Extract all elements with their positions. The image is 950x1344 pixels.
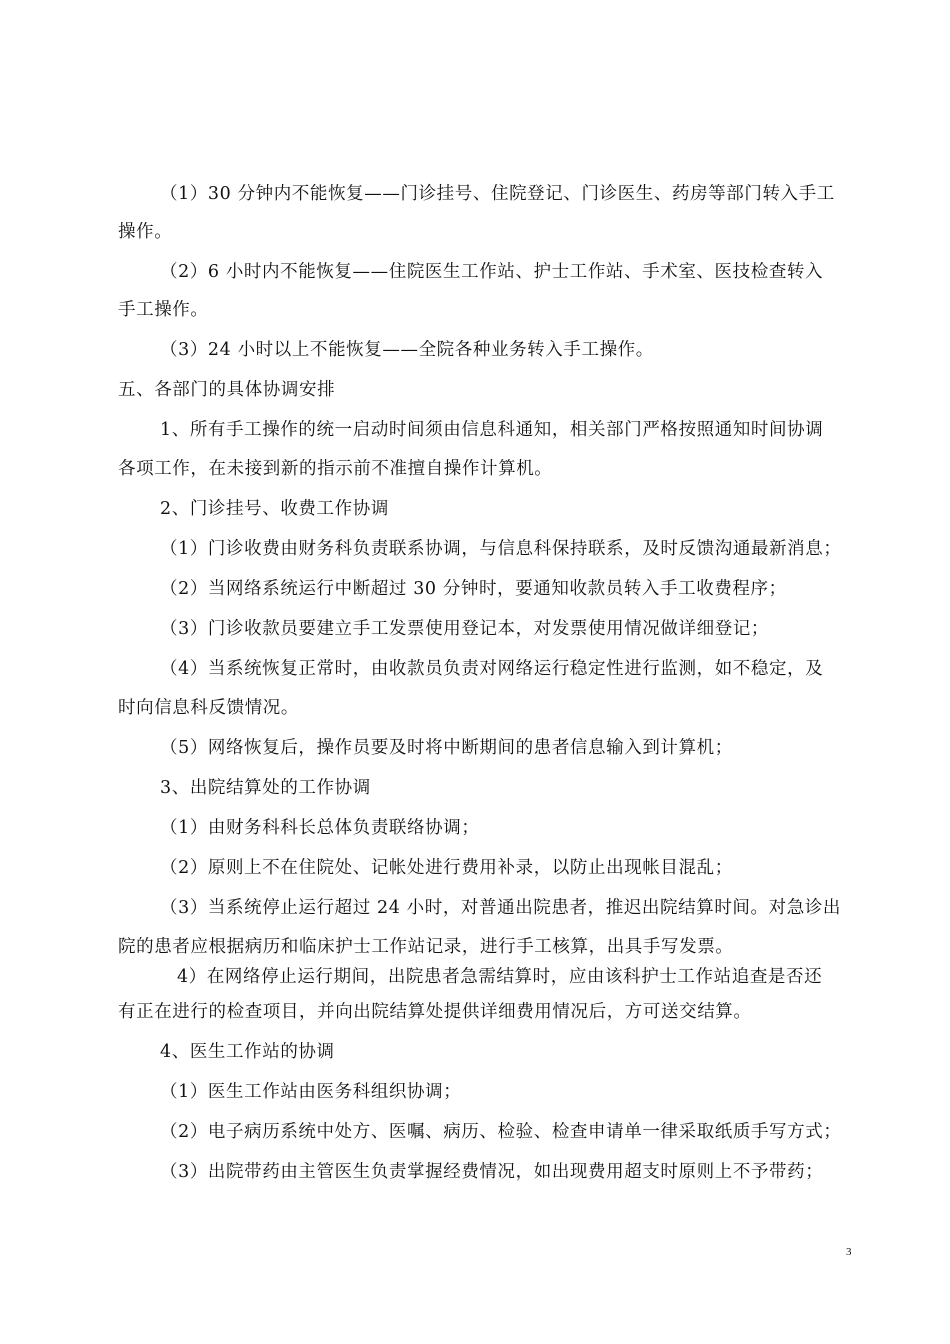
- paragraph-line: 各项工作，在未接到新的指示前不准擅自操作计算机。: [118, 459, 553, 479]
- paragraph-line: （5）网络恢复后，操作员要及时将中断期间的患者信息输入到计算机；: [160, 738, 733, 758]
- paragraph-line: （3）当系统停止运行超过 24 小时，对普通出院患者，推迟出院结算时间。对急诊出: [160, 898, 842, 918]
- subsection-heading: 2、门诊挂号、收费工作协调: [160, 499, 389, 519]
- paragraph-line: （3）门诊收款员要建立手工发票使用登记本，对发票使用情况做详细登记；: [160, 619, 770, 639]
- subsection-heading: 4、医生工作站的协调: [160, 1042, 335, 1062]
- paragraph-line: （2）原则上不在住院处、记帐处进行费用补录，以防止出现帐目混乱；: [160, 858, 733, 878]
- paragraph-line: （2）6 小时内不能恢复——住院医生工作站、护士工作站、手术室、医技检查转入: [160, 262, 824, 282]
- paragraph-line: （4）当系统恢复正常时，由收款员负责对网络运行稳定性进行监测，如不稳定，及: [160, 659, 824, 679]
- paragraph-line: 有正在进行的检查项目，并向出院结算处提供详细费用情况后，方可送交结算。: [118, 1002, 752, 1022]
- paragraph-line: 院的患者应根据病历和临床护士工作站记录，进行手工核算，出具手写发票。: [118, 937, 734, 957]
- paragraph-line: 时向信息科反馈情况。: [118, 698, 299, 718]
- paragraph-line: 4）在网络停止运行期间，出院患者急需结算时，应由该科护士工作站追查是否还: [177, 967, 823, 987]
- subsection-heading: 3、出院结算处的工作协调: [160, 778, 371, 798]
- page-number: 3: [846, 1246, 852, 1258]
- paragraph-line: （1）门诊收费由财务科负责联系协调，与信息科保持联系，及时反馈沟通最新消息；: [160, 539, 842, 559]
- paragraph-line: （1）由财务科科长总体负责联络协调；: [160, 818, 480, 838]
- section-heading: 五、各部门的具体协调安排: [118, 380, 336, 400]
- paragraph-line: （1）30 分钟内不能恢复——门诊挂号、住院登记、门诊医生、药房等部门转入手工: [160, 184, 835, 204]
- paragraph-line: （2）当网络系统运行中断超过 30 分钟时，要通知收款员转入手工收费程序；: [160, 579, 787, 599]
- paragraph-line: 操作。: [118, 222, 173, 242]
- paragraph-line: （3）24 小时以上不能恢复——全院各种业务转入手工操作。: [160, 340, 654, 360]
- paragraph-line: （3）出院带药由主管医生负责掌握经费情况，如出现费用超支时原则上不予带药；: [160, 1162, 824, 1182]
- paragraph-line: （1）医生工作站由医务科组织协调；: [160, 1082, 462, 1102]
- paragraph-line: （2）电子病历系统中处方、医嘱、病历、检验、检查申请单一律采取纸质手写方式；: [160, 1122, 842, 1142]
- paragraph-line: 1、所有手工操作的统一启动时间须由信息科通知，相关部门严格按照通知时间协调: [160, 420, 824, 440]
- paragraph-line: 手工操作。: [118, 300, 209, 320]
